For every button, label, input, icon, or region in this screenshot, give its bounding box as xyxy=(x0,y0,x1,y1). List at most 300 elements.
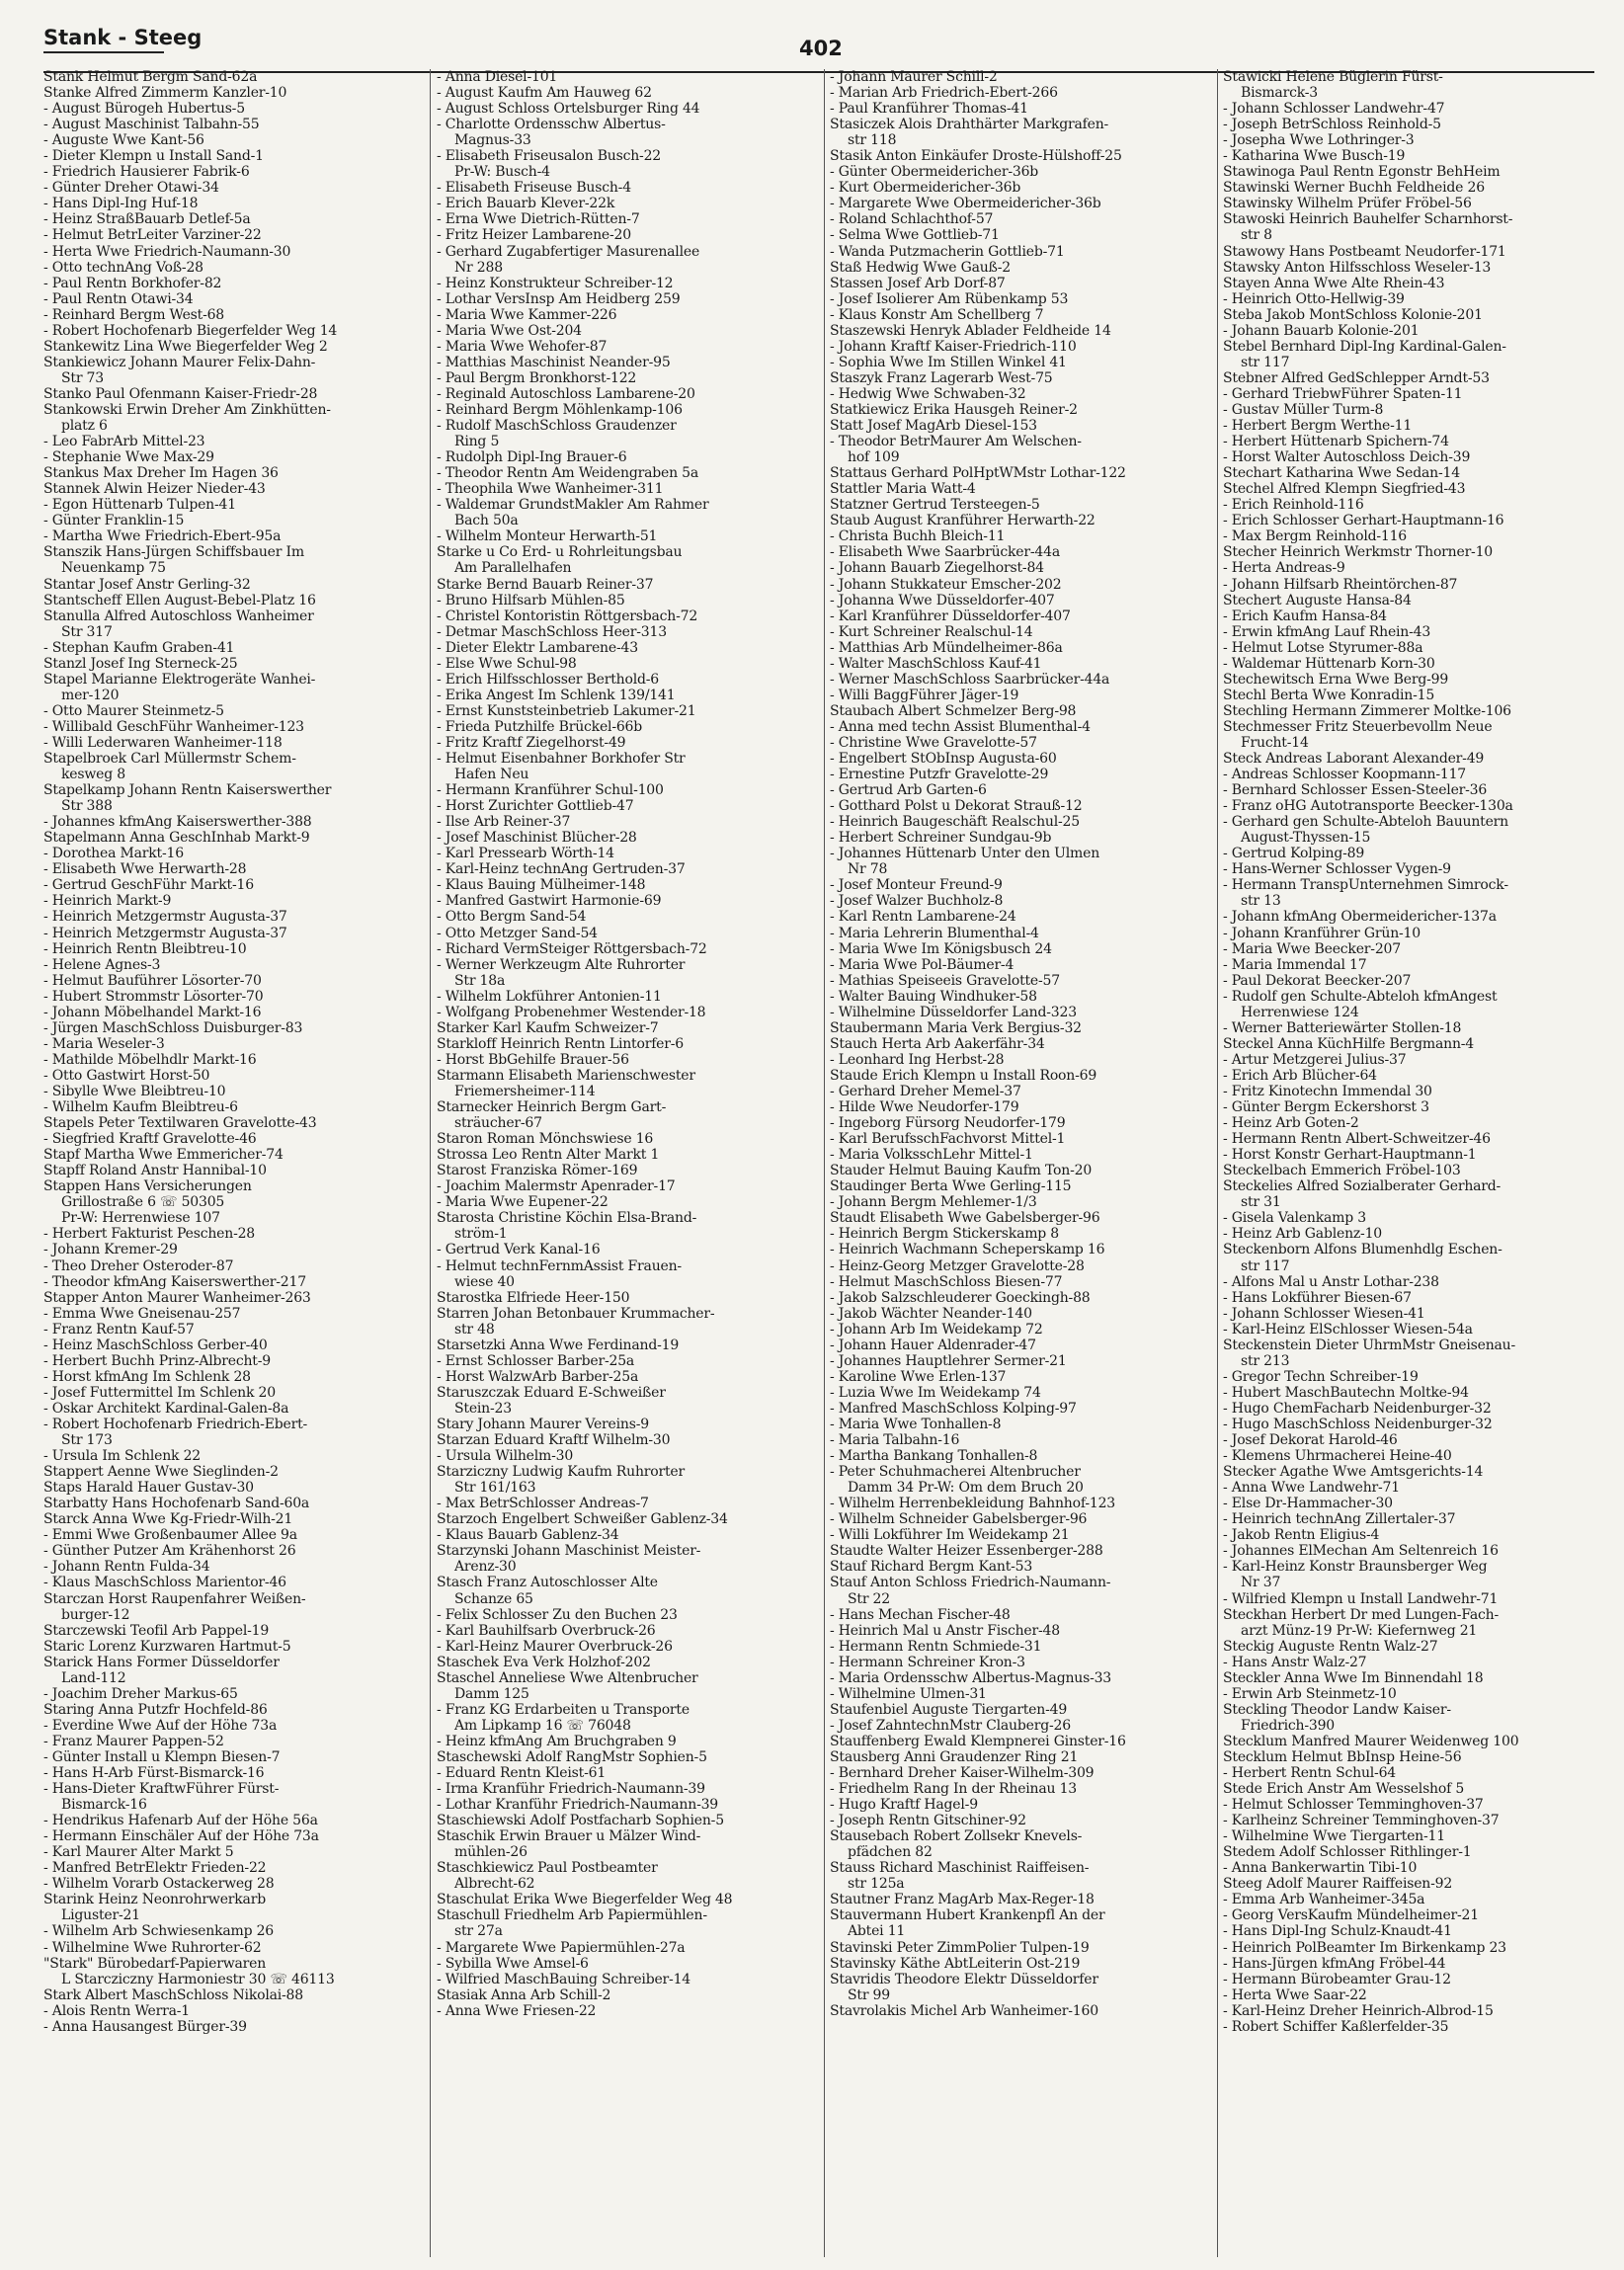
directory-entry: str 213 xyxy=(1241,1352,1290,1369)
running-head-underline xyxy=(43,51,164,53)
directory-entry: Bismarck-16 xyxy=(61,1797,147,1814)
directory-entry: - Heinz kfmAng Am Bruchgraben 9 xyxy=(437,1733,677,1749)
directory-entry: str 117 xyxy=(1241,354,1290,370)
directory-entry: - Jakob Wächter Neander-140 xyxy=(830,1305,1032,1322)
directory-entry: - Klemens Uhrmacherei Heine-40 xyxy=(1223,1448,1452,1465)
directory-entry: Stankus Max Dreher Im Hagen 36 xyxy=(43,465,279,482)
directory-entry: Stechl Berta Wwe Konradin-15 xyxy=(1223,687,1435,703)
directory-entry: - Heinrich Bergm Stickerskamp 8 xyxy=(830,1226,1060,1243)
directory-entry: - Hugo MaschSchloss Neidenburger-32 xyxy=(1223,1416,1493,1432)
directory-entry: - Herbert Fakturist Peschen-28 xyxy=(43,1226,256,1243)
directory-entry: - Reinhard Bergm Möhlenkamp-106 xyxy=(437,401,683,418)
directory-entry: - Helmut technFernmAssist Frauen- xyxy=(437,1257,682,1274)
directory-entry: - Heinz Arb Goten-2 xyxy=(1223,1115,1359,1132)
directory-entry: - Kurt Obermeidericher-36b xyxy=(830,180,1021,197)
directory-entry: - Hermann Rentn Albert-Schweitzer-46 xyxy=(1223,1131,1491,1148)
directory-entry: Stasiczek Alois Drahthärter Markgrafen- xyxy=(830,117,1109,133)
directory-entry: - Maria Wwe Im Königsbusch 24 xyxy=(830,940,1052,957)
directory-entry: - Heinrich Otto-Hellwig-39 xyxy=(1223,290,1405,307)
directory-entry: Str 18a xyxy=(454,972,506,989)
directory-entry: - Joseph Rentn Gitschiner-92 xyxy=(830,1813,1026,1829)
directory-entry: Stapelkamp Johann Rentn Kaiserswerther xyxy=(43,782,332,799)
directory-entry: Steckler Anna Wwe Im Binnendahl 18 xyxy=(1223,1669,1484,1686)
directory-column-1 xyxy=(43,69,421,2257)
directory-entry: - Herbert Schreiner Sundgau-9b xyxy=(830,830,1052,847)
directory-entry: - Johann Bauarb Kolonie-201 xyxy=(1223,322,1420,339)
directory-entry: - Jürgen MaschSchloss Duisburger-83 xyxy=(43,1019,303,1036)
directory-entry: - Elisabeth Friseusalon Busch-22 xyxy=(437,148,661,165)
directory-entry: Str 99 xyxy=(848,1986,890,2003)
directory-entry: - Gerhard TriebwFührer Spaten-11 xyxy=(1223,385,1463,402)
directory-entry: - Maria Wwe Kammer-226 xyxy=(437,306,617,323)
directory-entry: - Herbert Rentn Schul-64 xyxy=(1223,1765,1397,1782)
directory-entry: - Werner Batteriewärter Stollen-18 xyxy=(1223,1019,1462,1036)
directory-entry: Steckling Theodor Landw Kaiser- xyxy=(1223,1701,1451,1718)
directory-entry: Steckig Auguste Rentn Walz-27 xyxy=(1223,1638,1438,1655)
directory-entry: - Robert Schiffer Kaßlerfelder-35 xyxy=(1223,2018,1449,2035)
directory-entry: - Karl Pressearb Wörth-14 xyxy=(437,846,614,862)
directory-entry: Damm 125 xyxy=(454,1685,529,1702)
directory-entry: - Everdine Wwe Auf der Höhe 73a xyxy=(43,1717,278,1734)
directory-entry: str 13 xyxy=(1241,893,1281,910)
directory-entry: kesweg 8 xyxy=(61,767,125,783)
directory-entry: - Lothar VersInsp Am Heidberg 259 xyxy=(437,290,681,307)
directory-entry: - Theodor kfmAng Kaiserswerther-217 xyxy=(43,1273,306,1290)
directory-entry: - Bruno Hilfsarb Mühlen-85 xyxy=(437,592,625,608)
directory-entry: Stauss Richard Maschinist Raiffeisen- xyxy=(830,1860,1090,1877)
directory-entry: - Karl Bauhilfsarb Overbruck-26 xyxy=(437,1622,656,1639)
directory-entry: - Ursula Wilhelm-30 xyxy=(437,1448,574,1465)
directory-entry: burger-12 xyxy=(61,1606,130,1623)
directory-entry: - Gregor Techn Schreiber-19 xyxy=(1223,1368,1419,1385)
directory-entry: Staß Hedwig Wwe Gauß-2 xyxy=(830,259,1011,276)
directory-entry: - Maria Wwe Tonhallen-8 xyxy=(830,1416,1002,1432)
directory-entry: Stary Johann Maurer Vereins-9 xyxy=(437,1416,649,1432)
directory-entry: mühlen-26 xyxy=(454,1844,528,1861)
directory-entry: Stapff Roland Anstr Hannibal-10 xyxy=(43,1163,267,1179)
directory-entry: - Paul Dekorat Beecker-207 xyxy=(1223,972,1412,989)
directory-entry: Stechart Katharina Wwe Sedan-14 xyxy=(1223,465,1460,482)
directory-entry: Staubermann Maria Verk Bergius-32 xyxy=(830,1019,1082,1036)
directory-entry: - Wilfried MaschBauing Schreiber-14 xyxy=(437,1971,690,1987)
directory-entry: - Josef ZahntechnMstr Clauberg-26 xyxy=(830,1717,1071,1734)
directory-entry: Starnecker Heinrich Bergm Gart- xyxy=(437,1099,667,1116)
directory-entry: - Gerhard gen Schulte-Abteloh Bauuntern xyxy=(1223,814,1508,831)
directory-entry: - Paul Bergm Bronkhorst-122 xyxy=(437,369,637,386)
directory-entry: - Marian Arb Friedrich-Ebert-266 xyxy=(830,85,1058,102)
directory-entry: Stapel Marianne Elektrogeräte Wanhei- xyxy=(43,671,316,688)
directory-entry: Bach 50a xyxy=(454,513,519,529)
directory-entry: - Paul Rentn Borkhofer-82 xyxy=(43,275,222,291)
directory-entry: Stechel Alfred Klempn Siegfried-43 xyxy=(1223,481,1466,498)
directory-entry: ström-1 xyxy=(454,1226,508,1243)
directory-entry: - Wanda Putzmacherin Gottlieb-71 xyxy=(830,243,1065,260)
directory-entry: Statzner Gertrud Tersteegen-5 xyxy=(830,497,1040,514)
directory-entry: - Erich Kaufm Hansa-84 xyxy=(1223,608,1387,624)
directory-entry: - Margarete Wwe Papiermühlen-27a xyxy=(437,1939,686,1956)
directory-entry: Stankowski Erwin Dreher Am Zinkhütten- xyxy=(43,401,331,418)
directory-entry: Stecker Agathe Wwe Amtsgerichts-14 xyxy=(1223,1464,1484,1481)
directory-entry: - Hugo ChemFacharb Neidenburger-32 xyxy=(1223,1400,1492,1417)
directory-entry: - Anna Wwe Friesen-22 xyxy=(437,2002,597,2019)
directory-entry: - Rudolph Dipl-Ing Brauer-6 xyxy=(437,449,627,466)
directory-entry: - Alois Rentn Werra-1 xyxy=(43,2002,190,2019)
directory-entry: - Alfons Mal u Anstr Lothar-238 xyxy=(1223,1273,1439,1290)
directory-entry: Steckhan Herbert Dr med Lungen-Fach- xyxy=(1223,1606,1500,1623)
directory-entry: - Helmut Lotse Styrumer-88a xyxy=(1223,639,1423,656)
directory-entry: Stechert Auguste Hansa-84 xyxy=(1223,592,1412,608)
directory-entry: - Johann Rentn Fulda-34 xyxy=(43,1559,210,1576)
directory-entry: - Erich Schlosser Gerhart-Hauptmann-16 xyxy=(1223,513,1504,529)
directory-entry: - Reinhard Bergm West-68 xyxy=(43,306,225,323)
directory-entry: - Elisabeth Wwe Saarbrücker-44a xyxy=(830,544,1060,561)
directory-entry: hof 109 xyxy=(848,449,900,466)
directory-entry: - Johann Maurer Schill-2 xyxy=(830,69,998,85)
directory-entry: str 117 xyxy=(1241,1257,1290,1274)
directory-entry: - Hans H-Arb Fürst-Bismarck-16 xyxy=(43,1765,265,1782)
directory-entry: Staps Harald Hauer Gustav-30 xyxy=(43,1480,254,1497)
directory-entry: Stantscheff Ellen August-Bebel-Platz 16 xyxy=(43,592,316,608)
directory-entry: - Erich Reinhold-116 xyxy=(1223,497,1364,514)
directory-entry: - Günter Dreher Otawi-34 xyxy=(43,180,219,197)
directory-entry: - Johann Kremer-29 xyxy=(43,1242,178,1258)
directory-entry: - Ingeborg Fürsorg Neudorfer-179 xyxy=(830,1115,1066,1132)
directory-entry: - Emma Arb Wanheimer-345a xyxy=(1223,1892,1425,1908)
directory-entry: Stapelbroek Carl Müllermstr Schem- xyxy=(43,751,296,768)
directory-entry: - Herta Andreas-9 xyxy=(1223,560,1345,577)
directory-entry: - Johann Kraftf Kaiser-Friedrich-110 xyxy=(830,338,1077,355)
directory-entry: Stawicki Helene Büglerin Fürst- xyxy=(1223,69,1443,85)
directory-entry: - Herta Wwe Friedrich-Naumann-30 xyxy=(43,243,291,260)
directory-entry: - Hermann Einschäler Auf der Höhe 73a xyxy=(43,1828,319,1845)
directory-entry: Starke Bernd Bauarb Reiner-37 xyxy=(437,576,654,593)
directory-entry: - Christa Buchh Bleich-11 xyxy=(830,528,1006,545)
directory-entry: Stauvermann Hubert Krankenpfl An der xyxy=(830,1907,1105,1924)
directory-entry: mer-120 xyxy=(61,687,120,703)
directory-entry: Stebner Alfred GedSchlepper Arndt-53 xyxy=(1223,369,1490,386)
directory-entry: - Johann Arb Im Weidekamp 72 xyxy=(830,1321,1043,1338)
directory-entry: - Heinrich Markt-9 xyxy=(43,893,172,910)
directory-entry: Neuenkamp 75 xyxy=(61,560,166,577)
directory-column-3 xyxy=(830,69,1215,2257)
directory-entry: - August Bürogeh Hubertus-5 xyxy=(43,101,245,118)
directory-entry: Starren Johan Betonbauer Krummacher- xyxy=(437,1305,715,1322)
directory-entry: Stark Albert MaschSchloss Nikolai-88 xyxy=(43,1986,303,2003)
directory-entry: - Hans Lokführer Biesen-67 xyxy=(1223,1289,1412,1306)
directory-entry: - Horst BbGehilfe Brauer-56 xyxy=(437,1051,629,1068)
directory-entry: - Willi BaggFührer Jäger-19 xyxy=(830,687,1019,703)
directory-entry: - Heinrich Wachmann Scheperskamp 16 xyxy=(830,1242,1105,1258)
directory-entry: Staric Lorenz Kurzwaren Hartmut-5 xyxy=(43,1638,291,1655)
directory-entry: - Klaus Bauing Mülheimer-148 xyxy=(437,877,646,894)
directory-entry: - Bernhard Dreher Kaiser-Wilhelm-309 xyxy=(830,1765,1095,1782)
directory-entry: Stasik Anton Einkäufer Droste-Hülshoff-25 xyxy=(830,148,1122,165)
directory-entry: - Luzia Wwe Im Weidekamp 74 xyxy=(830,1384,1041,1401)
directory-entry: - Helmut Schlosser Temminghoven-37 xyxy=(1223,1797,1484,1814)
directory-entry: - Heinrich Metzgermstr Augusta-37 xyxy=(43,925,287,941)
directory-entry: - Erika Angest Im Schlenk 139/141 xyxy=(437,687,676,703)
directory-entry: Stanulla Alfred Autoschloss Wanheimer xyxy=(43,608,314,624)
directory-entry: Stattler Maria Watt-4 xyxy=(830,481,976,498)
directory-entry: - Joachim Dreher Markus-65 xyxy=(43,1685,238,1702)
directory-entry: Stappert Aenne Wwe Sieglinden-2 xyxy=(43,1464,279,1481)
directory-entry: - Helmut MaschSchloss Biesen-77 xyxy=(830,1273,1063,1290)
directory-entry: - Wilhelm Lokführer Antonien-11 xyxy=(437,988,662,1005)
directory-column-2 xyxy=(437,69,822,2257)
directory-entry: - Heinrich Metzgermstr Augusta-37 xyxy=(43,909,287,926)
column-divider xyxy=(430,69,431,2257)
directory-entry: - Hans Dipl-Ing Huf-18 xyxy=(43,196,199,212)
directory-entry: - Johannes Hüttenarb Unter den Ulmen xyxy=(830,846,1100,862)
directory-entry: Stank Helmut Bergm Sand-62a xyxy=(43,69,258,85)
directory-entry: Ring 5 xyxy=(454,434,500,450)
directory-entry: - Andreas Schlosser Koopmann-117 xyxy=(1223,767,1466,783)
directory-entry: Land-112 xyxy=(61,1669,126,1686)
directory-entry: - Roland Schlachthof-57 xyxy=(830,211,994,228)
directory-entry: - Emmi Wwe Großenbaumer Allee 9a xyxy=(43,1527,297,1544)
directory-entry: - Hendrikus Hafenarb Auf der Höhe 56a xyxy=(43,1813,318,1829)
directory-entry: Stechewitsch Erna Wwe Berg-99 xyxy=(1223,671,1449,688)
directory-entry: - August Kaufm Am Hauweg 62 xyxy=(437,85,652,102)
directory-entry: - Karl-Heinz ElSchlosser Wiesen-54a xyxy=(1223,1321,1473,1338)
directory-entry: - Helmut BetrLeiter Varziner-22 xyxy=(43,227,262,244)
directory-entry: Staudinger Berta Wwe Gerling-115 xyxy=(830,1178,1072,1195)
running-head: Stank - Steeg xyxy=(43,26,203,49)
directory-entry: - Joseph BetrSchloss Reinhold-5 xyxy=(1223,117,1441,133)
directory-entry: - Elisabeth Wwe Herwarth-28 xyxy=(43,861,247,878)
directory-entry: - Wilhelmine Düsseldorfer Land-323 xyxy=(830,1004,1077,1020)
directory-entry: Steckel Anna KüchHilfe Bergmann-4 xyxy=(1223,1035,1475,1052)
directory-entry: "Stark" Bürobedarf-Papierwaren xyxy=(43,1955,267,1972)
directory-entry: - Gertrud Arb Garten-6 xyxy=(830,782,987,799)
directory-entry: Stawinsky Wilhelm Prüfer Fröbel-56 xyxy=(1223,196,1472,212)
directory-entry: Starkloff Heinrich Rentn Lintorfer-6 xyxy=(437,1035,684,1052)
directory-entry: - Hermann Bürobeamter Grau-12 xyxy=(1223,1971,1451,1987)
directory-entry: - Hermann Schreiner Kron-3 xyxy=(830,1654,1025,1670)
directory-entry: Staschkiewicz Paul Postbeamter xyxy=(437,1860,658,1877)
directory-entry: - Anna med techn Assist Blumenthal-4 xyxy=(830,718,1091,735)
directory-entry: - Mathias Speiseeis Gravelotte-57 xyxy=(830,972,1060,989)
directory-entry: Starker Karl Kaufm Schweizer-7 xyxy=(437,1019,659,1036)
directory-entry: - Sibylle Wwe Bleibtreu-10 xyxy=(43,1084,226,1099)
directory-entry: Steckelies Alfred Sozialberater Gerhard- xyxy=(1223,1178,1502,1195)
directory-entry: - Charlotte Ordensschw Albertus- xyxy=(437,117,666,133)
directory-entry: L Starcziczny Harmoniestr 30 ☏ 46113 xyxy=(61,1971,335,1987)
directory-entry: - Engelbert StObInsp Augusta-60 xyxy=(830,751,1057,768)
directory-entry: Steckenstein Dieter UhrmMstr Gneisenau- xyxy=(1223,1337,1516,1353)
directory-entry: - Karl-Heinz technAng Gertruden-37 xyxy=(437,861,686,878)
directory-entry: Stapelmann Anna GeschInhab Markt-9 xyxy=(43,830,310,847)
directory-entry: Str 73 xyxy=(61,369,104,386)
directory-entry: str 8 xyxy=(1241,227,1272,244)
directory-entry: Str 388 xyxy=(61,798,113,815)
directory-entry: Arenz-30 xyxy=(454,1559,517,1576)
directory-entry: Str 161/163 xyxy=(454,1480,536,1497)
directory-entry: Nr 37 xyxy=(1241,1575,1281,1591)
directory-entry: Str 22 xyxy=(848,1590,890,1607)
directory-entry: Statt Josef MagArb Diesel-153 xyxy=(830,418,1037,435)
directory-entry: Staring Anna Putzfr Hochfeld-86 xyxy=(43,1701,268,1718)
directory-entry: Stapels Peter Textilwaren Gravelotte-43 xyxy=(43,1115,317,1132)
directory-entry: Staschel Anneliese Wwe Altenbrucher xyxy=(437,1669,698,1686)
directory-entry: - Johann Hauer Aldenrader-47 xyxy=(830,1337,1036,1353)
directory-entry: - Waldemar GrundstMakler Am Rahmer xyxy=(437,497,709,514)
directory-entry: - Josef Maschinist Blücher-28 xyxy=(437,830,637,847)
directory-entry: Stavridis Theodore Elektr Düsseldorfer xyxy=(830,1971,1098,1987)
directory-entry: - Felix Schlosser Zu den Buchen 23 xyxy=(437,1606,678,1623)
column-divider xyxy=(1217,69,1218,2257)
directory-entry: Stauch Herta Arb Aakerfähr-34 xyxy=(830,1035,1045,1052)
directory-entry: - Johann Kranführer Grün-10 xyxy=(1223,925,1421,941)
directory-entry: Starzynski Johann Maschinist Meister- xyxy=(437,1543,701,1560)
directory-entry: - Heinrich technAng Zillertaler-37 xyxy=(1223,1511,1456,1528)
directory-entry: - Willi Lokführer Im Weidekamp 21 xyxy=(830,1527,1070,1544)
directory-entry: Stecklum Helmut BbInsp Heine-56 xyxy=(1223,1748,1462,1765)
directory-entry: - Dieter Elektr Lambarene-43 xyxy=(437,639,638,656)
directory-entry: Starczewski Teofil Arb Pappel-19 xyxy=(43,1622,270,1639)
directory-entry: wiese 40 xyxy=(454,1273,515,1290)
directory-entry: Stapper Anton Maurer Wanheimer-263 xyxy=(43,1289,311,1306)
directory-entry: - Horst WalzwArb Barber-25a xyxy=(437,1368,639,1385)
directory-entry: - Ernestine Putzfr Gravelotte-29 xyxy=(830,767,1049,783)
directory-entry: Am Parallelhafen xyxy=(454,560,572,577)
directory-entry: Friemersheimer-114 xyxy=(454,1084,596,1099)
directory-entry: - Karl Kranführer Düsseldorfer-407 xyxy=(830,608,1071,624)
directory-entry: - Josef Walzer Buchholz-8 xyxy=(830,893,1004,910)
directory-entry: - Josef Monteur Freund-9 xyxy=(830,877,1003,894)
directory-entry: pfädchen 82 xyxy=(848,1844,933,1861)
directory-entry: - Walter MaschSchloss Kauf-41 xyxy=(830,655,1042,672)
directory-entry: arzt Münz-19 Pr-W: Kiefernweg 21 xyxy=(1241,1622,1478,1639)
directory-entry: Staude Erich Klempn u Install Roon-69 xyxy=(830,1067,1097,1084)
directory-entry: - Kurt Schreiner Realschul-14 xyxy=(830,623,1033,640)
directory-entry: - Theodor Rentn Am Weidengraben 5a xyxy=(437,465,698,482)
directory-entry: - Maria Lehrerin Blumenthal-4 xyxy=(830,925,1039,941)
directory-entry: Starmann Elisabeth Marienschwester xyxy=(437,1067,695,1084)
directory-entry: - Leonhard Ing Herbst-28 xyxy=(830,1051,1005,1068)
directory-entry: Starosta Christine Köchin Elsa-Brand- xyxy=(437,1210,697,1227)
directory-entry: - Eduard Rentn Kleist-61 xyxy=(437,1765,607,1782)
directory-entry: - Selma Wwe Gottlieb-71 xyxy=(830,227,1000,244)
directory-entry: Starziczny Ludwig Kaufm Ruhrorter xyxy=(437,1464,685,1481)
directory-entry: - Fritz Kinotechn Immendal 30 xyxy=(1223,1084,1432,1099)
directory-entry: - Mathilde Möbelhdlr Markt-16 xyxy=(43,1051,257,1068)
directory-entry: Stasiak Anna Arb Schill-2 xyxy=(437,1986,611,2003)
directory-entry: - Heinz Konstrukteur Schreiber-12 xyxy=(437,275,674,291)
directory-entry: - Wilhelm Arb Schwiesenkamp 26 xyxy=(43,1923,275,1940)
directory-entry: - Johann kfmAng Obermeidericher-137a xyxy=(1223,909,1497,926)
directory-entry: Magnus-33 xyxy=(454,132,531,149)
directory-entry: - Heinz-Georg Metzger Gravelotte-28 xyxy=(830,1257,1085,1274)
directory-entry: - Karl BerufsschFachvorst Mittel-1 xyxy=(830,1131,1066,1148)
directory-entry: - Erwin kfmAng Lauf Rhein-43 xyxy=(1223,623,1431,640)
directory-entry: - Günter Obermeidericher-36b xyxy=(830,164,1039,181)
directory-entry: Stebel Bernhard Dipl-Ing Kardinal-Galen- xyxy=(1223,338,1506,355)
directory-entry: Stavinsky Käthe AbtLeiterin Ost-219 xyxy=(830,1955,1081,1972)
directory-entry: - Erich Arb Blücher-64 xyxy=(1223,1067,1377,1084)
directory-entry: - Helmut Eisenbahner Borkhofer Str xyxy=(437,751,686,768)
directory-entry: Pr-W: Busch-4 xyxy=(454,164,550,181)
directory-entry: - Oskar Architekt Kardinal-Galen-8a xyxy=(43,1400,289,1417)
directory-entry: - Otto Maurer Steinmetz-5 xyxy=(43,702,224,719)
directory-entry: - Willi Lederwaren Wanheimer-118 xyxy=(43,734,283,751)
directory-entry: - Karoline Wwe Erlen-137 xyxy=(830,1368,1007,1385)
directory-columns xyxy=(43,69,1594,2257)
directory-entry: - Dieter Klempn u Install Sand-1 xyxy=(43,148,264,165)
directory-entry: - Leo FabrArb Mittel-23 xyxy=(43,434,205,450)
directory-entry: - Anna Wwe Landwehr-71 xyxy=(1223,1480,1400,1497)
directory-entry: - Willibald GeschFühr Wanheimer-123 xyxy=(43,718,304,735)
directory-entry: - Sybilla Wwe Amsel-6 xyxy=(437,1955,589,1972)
directory-entry: - Maria Wwe Pol-Bäumer-4 xyxy=(830,956,1015,973)
directory-entry: str 48 xyxy=(454,1321,495,1338)
directory-entry: Stawinski Werner Buchh Feldheide 26 xyxy=(1223,180,1485,197)
directory-entry: - Fritz Kraftf Ziegelhorst-49 xyxy=(437,734,626,751)
directory-entry: Steck Andreas Laborant Alexander-49 xyxy=(1223,751,1485,768)
directory-entry: - Robert Hochofenarb Biegerfelder Weg 14 xyxy=(43,322,338,339)
directory-entry: - Stephanie Wwe Max-29 xyxy=(43,449,214,466)
directory-entry: - Irma Kranführ Friedrich-Naumann-39 xyxy=(437,1781,705,1798)
column-divider xyxy=(824,69,825,2257)
directory-entry: - Maria Immendal 17 xyxy=(1223,956,1367,973)
directory-entry: Starost Franziska Römer-169 xyxy=(437,1163,638,1179)
directory-entry: - Franz oHG Autotransporte Beecker-130a xyxy=(1223,798,1513,815)
directory-entry: - Hans-Dieter KraftwFührer Fürst- xyxy=(43,1781,280,1798)
directory-entry: - Theodor BetrMaurer Am Welschen- xyxy=(830,434,1082,450)
directory-entry: - Horst Walter Autoschloss Deich-39 xyxy=(1223,449,1471,466)
directory-entry: - Josef Dekorat Harold-46 xyxy=(1223,1432,1398,1449)
directory-entry: Str 317 xyxy=(61,623,113,640)
directory-entry: - Wilhelm Herrenbekleidung Bahnhof-123 xyxy=(830,1496,1115,1512)
directory-entry: - Josepha Wwe Lothringer-3 xyxy=(1223,132,1415,149)
directory-entry: - Hans Mechan Fischer-48 xyxy=(830,1606,1011,1623)
directory-entry: str 27a xyxy=(454,1923,503,1940)
directory-entry: Schanze 65 xyxy=(454,1590,533,1607)
directory-entry: Stecklum Manfred Maurer Weidenweg 100 xyxy=(1223,1733,1519,1749)
directory-entry: Stavrolakis Michel Arb Wanheimer-160 xyxy=(830,2002,1098,2019)
directory-entry: - Detmar MaschSchloss Heer-313 xyxy=(437,623,667,640)
directory-entry: - Martha Bankang Tonhallen-8 xyxy=(830,1448,1038,1465)
directory-entry: Staruszczak Eduard E-Schweißer xyxy=(437,1384,666,1401)
directory-entry: - Klaus MaschSchloss Marientor-46 xyxy=(43,1575,286,1591)
directory-entry: - Hubert MaschBautechn Moltke-94 xyxy=(1223,1384,1469,1401)
directory-entry: Steeg Adolf Maurer Raiffeisen-92 xyxy=(1223,1876,1453,1893)
directory-entry: - Erna Wwe Dietrich-Rütten-7 xyxy=(437,211,640,228)
directory-entry: - Hugo Kraftf Hagel-9 xyxy=(830,1797,978,1814)
directory-entry: - Josef Isolierer Am Rübenkamp 53 xyxy=(830,290,1069,307)
directory-entry: - Hans Dipl-Ing Schulz-Knaudt-41 xyxy=(1223,1923,1452,1940)
directory-entry: - Maria Wwe Ost-204 xyxy=(437,322,582,339)
directory-entry: - Hubert Strommstr Lösorter-70 xyxy=(43,988,264,1005)
directory-entry: - Paul Kranführer Thomas-41 xyxy=(830,101,1028,118)
directory-entry: - Gerhard Zugabfertiger Masurenallee xyxy=(437,243,700,260)
directory-entry: - Friedrich Hausierer Fabrik-6 xyxy=(43,164,250,181)
directory-entry: - Anna Hausangest Bürger-39 xyxy=(43,2018,247,2035)
directory-entry: - Reginald Autoschloss Lambarene-20 xyxy=(437,385,695,402)
directory-entry: Abtei 11 xyxy=(848,1923,906,1940)
directory-entry: - Hermann Kranführer Schul-100 xyxy=(437,782,664,799)
directory-entry: platz 6 xyxy=(61,418,108,435)
directory-entry: - Erwin Arb Steinmetz-10 xyxy=(1223,1685,1397,1702)
directory-entry: - Else Dr-Hammacher-30 xyxy=(1223,1496,1393,1512)
directory-entry: - Günter Bergm Eckershorst 3 xyxy=(1223,1099,1429,1116)
directory-entry: Stawsky Anton Hilfsschloss Weseler-13 xyxy=(1223,259,1492,276)
directory-entry: - Johanna Wwe Düsseldorfer-407 xyxy=(830,592,1055,608)
directory-entry: - Karl Maurer Alter Markt 5 xyxy=(43,1844,234,1861)
directory-entry: - Hans-Werner Schlosser Vygen-9 xyxy=(1223,861,1451,878)
directory-entry: - Wolfgang Probenehmer Westender-18 xyxy=(437,1004,706,1020)
directory-entry: - Fritz Heizer Lambarene-20 xyxy=(437,227,631,244)
